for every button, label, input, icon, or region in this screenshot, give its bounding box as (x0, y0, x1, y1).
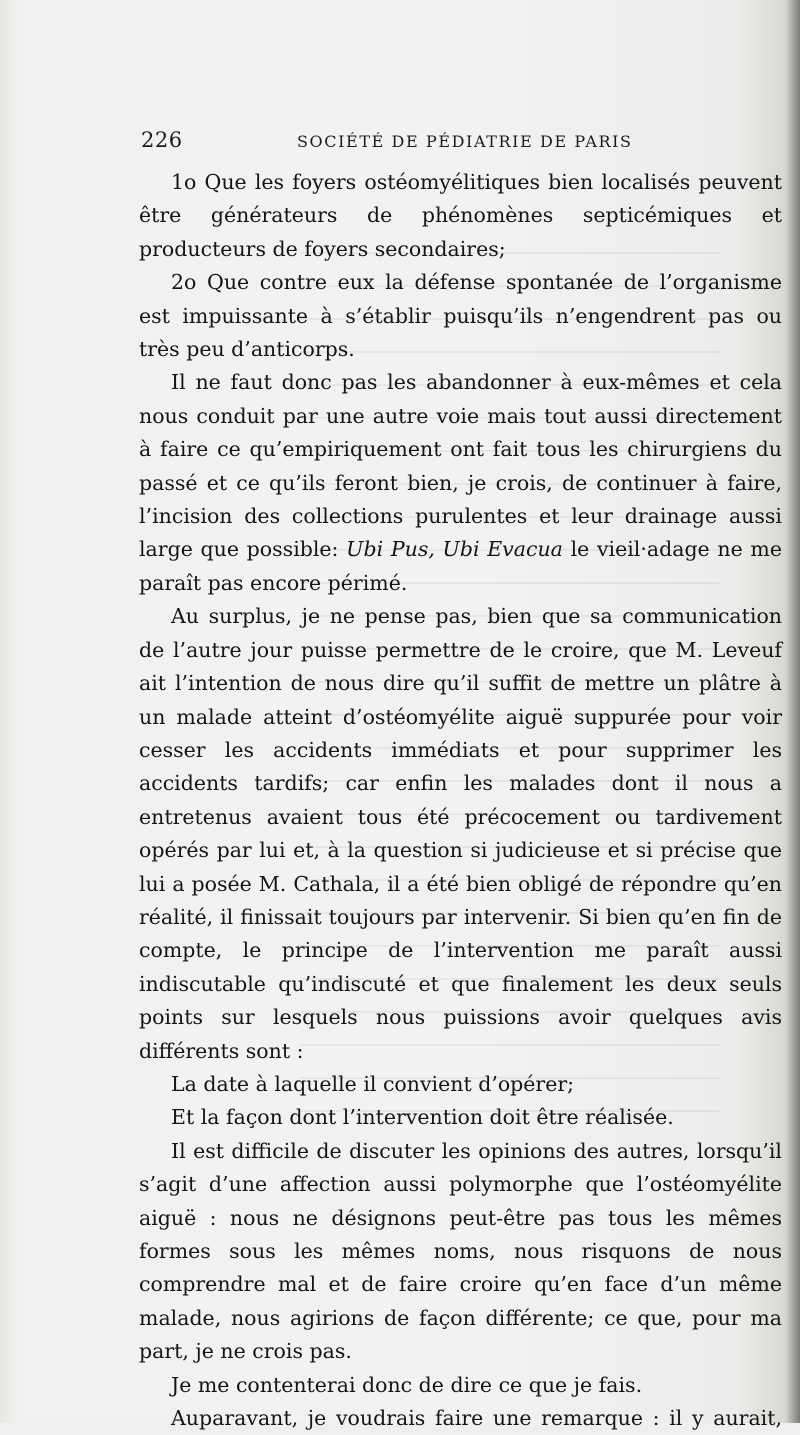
paragraph-8: Je me contenterai donc de dire ce que je fais. (171, 1372, 643, 1397)
latin-adage: Ubi Pus, Ubi Evacua (346, 537, 563, 562)
paragraph-9: Auparavant, je voudrais faire une remarque : il y aurait, (171, 1406, 782, 1431)
paragraph-3-text-before: Il ne faut donc pas les abandonner à eux-mêmes et cela nous conduit par une autre voie mais tout aussi directement à faire ce qu’empiriquement ont fait tous les chirurgiens du passé et ce qu’ils feront bien, je crois, de continuer à faire, l’incision des collections purulentes et leur drainage aussi large que possible: (139, 370, 782, 562)
body-text (139, 166, 782, 1435)
page-header (141, 128, 631, 158)
paragraph-7: Il est difficile de discuter les opinions des autres, lorsqu’il s’agit d’une affection aussi polymorphe que l’ostéomyélite aiguë : nous ne désignons peut-être pas tous les mêmes formes sous les mêmes noms, nous risquons de nous comprendre mal et de faire croire qu’en face d’un même malade, nous agirions de façon différente; ce que, pour ma part, je ne crois pas. (139, 1138, 782, 1364)
paragraph-5: La date à laquelle il convient d’opérer; (171, 1071, 575, 1096)
running-title: SOCIÉTÉ DE PÉDIATRIE DE PARIS (297, 132, 633, 151)
paragraph-2: 2o Que contre eux la défense spontanée de l’organisme est impuissante à s’établir puisqu’ils n’engendrent pas ou très peu d’anticorps. (139, 270, 782, 362)
paragraph-3 (139, 366, 782, 600)
paragraph-4: Au surplus, je ne pense pas, bien que sa communication de l’autre jour puisse permettre de le croire, que M. Leveuf ait l’intention de nous dire qu’il suffit de mettre un plâtre à un malade atteint d’ostéomyélite aiguë suppurée pour voir cesser les accidents immédiats et pour supprimer les accidents tardifs; car enfin les malades dont il nous a entretenus avaient tous été précocement ou tardivement opérés par lui et, à la question si judicieuse et si précise que lui a posée M. Cathala, il a été bien obligé de répondre qu’en réalité, il finissait toujours par intervenir. Si bien qu’en fin de compte, le principe de l’intervention me paraît aussi indiscutable qu’indiscuté et que finalement les deux seuls points sur lesquels nous puissions avoir quelques avis différents sont : (139, 604, 782, 1063)
page-edge-shadow (786, 0, 800, 1423)
paragraph-1: 1o Que les foyers ostéomyélitiques bien localisés peuvent être générateurs de phénomènes septicémiques et producteurs de foyers secondaires; (139, 170, 782, 261)
page-number: 226 (141, 128, 183, 152)
paragraph-6: Et la façon dont l’intervention doit être réalisée. (171, 1105, 674, 1130)
paragraph-3-text-after: le vieil·adage ne me paraît pas encore périmé. (139, 537, 782, 595)
